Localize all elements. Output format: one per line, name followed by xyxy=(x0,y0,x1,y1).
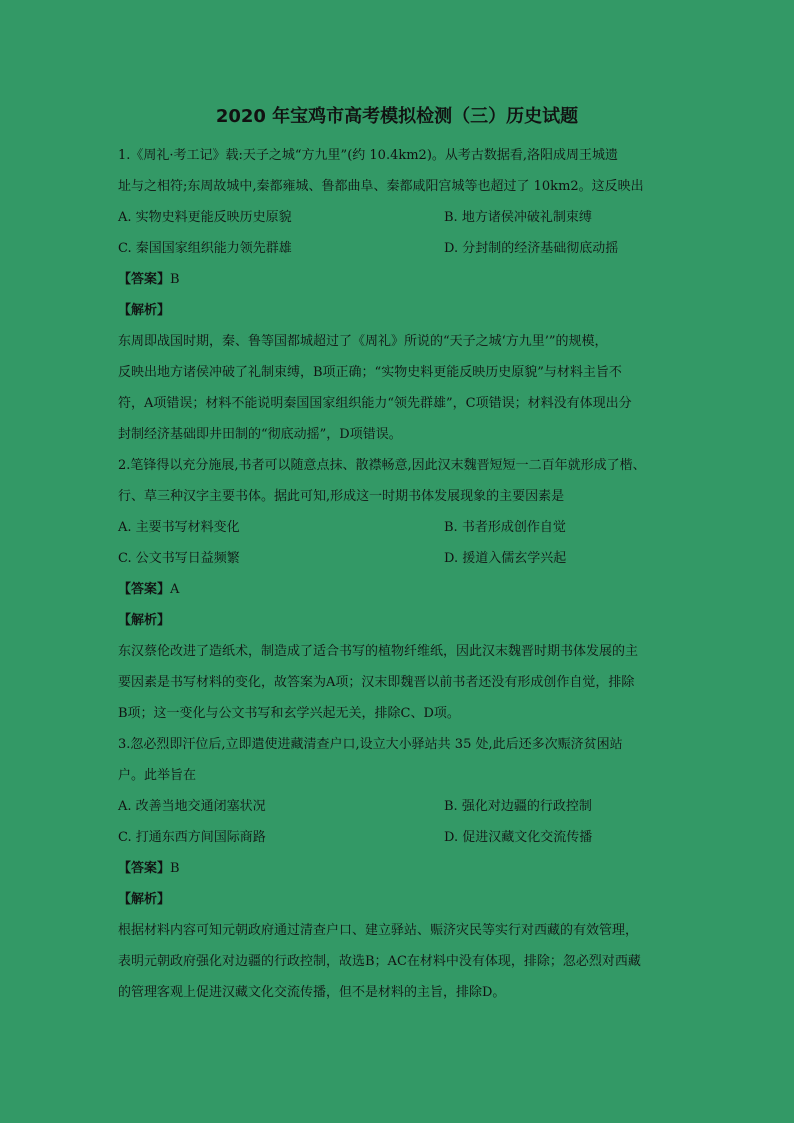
analysis-line: 东汉蔡伦改进了造纸术，制造成了适合书写的植物纤维纸，因此汉末魏晋时期书体发展的主 xyxy=(118,644,639,659)
analysis-label: 【解析】 xyxy=(118,892,171,907)
analysis-heading xyxy=(118,605,682,636)
option-row xyxy=(118,543,682,574)
option-b: B. 地方诸侯冲破礼制束缚 xyxy=(444,210,592,225)
question-1 xyxy=(118,140,682,450)
question-2 xyxy=(118,450,682,729)
analysis-heading xyxy=(118,884,682,915)
question-stem-line: 户。此举旨在 xyxy=(118,768,197,783)
option-row xyxy=(118,822,682,853)
document-body xyxy=(118,140,682,1008)
analysis-line: 表明元朝政府强化对边疆的行政控制，故选B；AC在材料中没有体现，排除；忽必烈对西藏 xyxy=(118,954,641,969)
option-a: A. 改善当地交通闭塞状况 xyxy=(118,799,266,814)
analysis-line: 要因素是书写材料的变化，故答案为A项；汉末即魏晋以前书者还没有形成创作自觉，排除 xyxy=(118,675,635,690)
answer-value: B xyxy=(170,272,180,287)
question-stem-line: 1.《周礼·考工记》载:天子之城“方九里”(约 10.4km2)。从考古数据看,洛阳成周王城遗 xyxy=(118,148,619,163)
analysis-line: B项；这一变化与公文书写和玄学兴起无关，排除C、D项。 xyxy=(118,706,460,721)
option-row xyxy=(118,202,682,233)
option-b: B. 强化对边疆的行政控制 xyxy=(444,799,592,814)
option-c: C. 打通东西方间国际商路 xyxy=(118,830,266,845)
answer-label: 【答案】 xyxy=(118,272,171,287)
analysis-heading xyxy=(118,295,682,326)
question-stem-line: 2.笔锋得以充分施展,书者可以随意点抹、散襟畅意,因此汉末魏晋短短一二百年就形成了楷、 xyxy=(118,458,646,473)
option-a: A. 主要书写材料变化 xyxy=(118,520,240,535)
option-c: C. 公文书写日益频繁 xyxy=(118,551,240,566)
page-title: 2020 年宝鸡市高考模拟检测（三）历史试题 xyxy=(215,106,579,127)
option-d: D. 援道入儒玄学兴起 xyxy=(444,551,567,566)
analysis-line: 根据材料内容可知元朝政府通过清查户口、建立驿站、赈济灾民等实行对西藏的有效管理， xyxy=(118,923,639,938)
answer-label: 【答案】 xyxy=(118,582,171,597)
analysis-line: 的管理客观上促进汉藏文化交流传播，但不是材料的主旨，排除D。 xyxy=(118,985,506,1000)
answer-line xyxy=(118,853,682,884)
analysis-line: 封制经济基础即井田制的“彻底动摇”，D项错误。 xyxy=(118,427,402,442)
option-row xyxy=(118,233,682,264)
question-3 xyxy=(118,729,682,1008)
option-c: C. 秦国国家组织能力领先群雄 xyxy=(118,241,292,256)
option-a: A. 实物史料更能反映历史原貌 xyxy=(118,210,292,225)
analysis-label: 【解析】 xyxy=(118,613,171,628)
option-d: D. 分封制的经济基础彻底动摇 xyxy=(444,241,619,256)
option-row xyxy=(118,791,682,822)
question-stem-line: 址与之相符;东周故城中,秦都雍城、鲁都曲阜、秦都咸阳宫城等也超过了 10km2。这反映出 xyxy=(118,179,644,194)
answer-line xyxy=(118,264,682,295)
option-row xyxy=(118,512,682,543)
question-stem-line: 行、草三种汉字主要书体。据此可知,形成这一时期书体发展现象的主要因素是 xyxy=(118,489,565,504)
analysis-label: 【解析】 xyxy=(118,303,171,318)
analysis-line: 符，A项错误；材料不能说明秦国国家组织能力“领先群雄”，C项错误；材料没有体现出分 xyxy=(118,396,632,411)
option-d: D. 促进汉藏文化交流传播 xyxy=(444,830,593,845)
answer-value: B xyxy=(170,861,180,876)
option-b: B. 书者形成创作自觉 xyxy=(444,520,566,535)
analysis-line: 反映出地方诸侯冲破了礼制束缚，B项正确；“实物史料更能反映历史原貌”与材料主旨不 xyxy=(118,365,622,380)
answer-value: A xyxy=(170,582,180,597)
analysis-line: 东周即战国时期，秦、鲁等国都城超过了《周礼》所说的“天子之城‘方九里’”的规模， xyxy=(118,334,608,349)
answer-line xyxy=(118,574,682,605)
answer-label: 【答案】 xyxy=(118,861,171,876)
question-stem-line: 3.忽必烈即汗位后,立即遣使进藏清查户口,设立大小驿站共 35 处,此后还多次赈济贫困站 xyxy=(118,737,623,752)
